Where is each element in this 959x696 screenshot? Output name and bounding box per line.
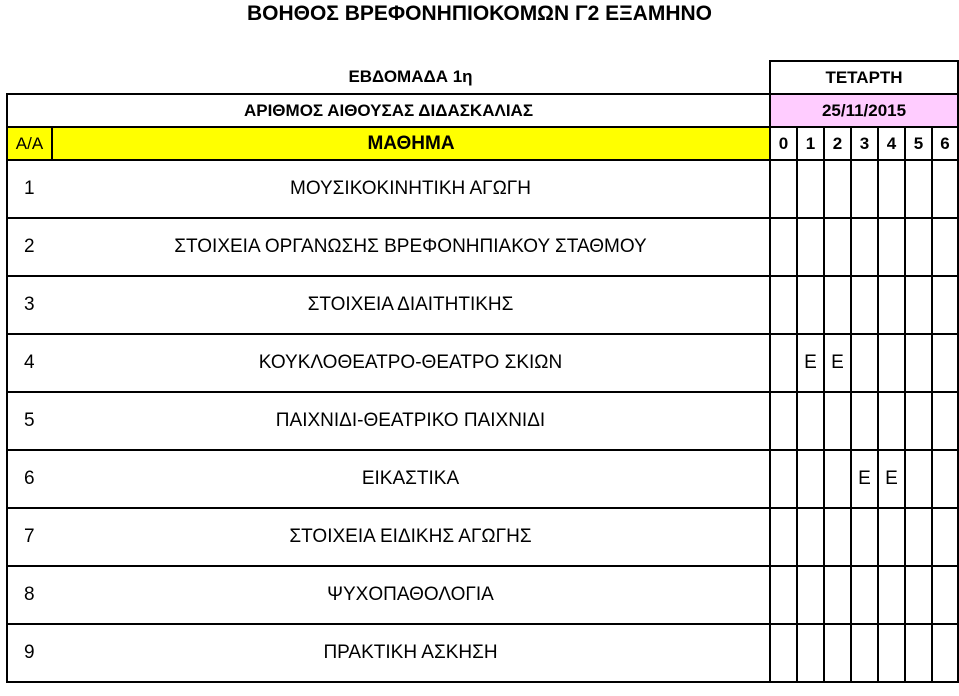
hour-slot-1 — [797, 392, 824, 450]
table-row — [7, 624, 958, 682]
hour-slot-2 — [824, 566, 851, 624]
hour-2: 2 — [824, 127, 851, 160]
hour-1: 1 — [797, 127, 824, 160]
subject-name: ΣΤΟΙΧΕΙΑ ΔΙΑΙΤΗΤΙΚΗΣ — [52, 276, 770, 334]
hour-slot-0 — [770, 276, 797, 334]
hour-slot-3 — [851, 160, 878, 218]
day-cell: ΤΕΤΑΡΤΗ — [770, 61, 958, 94]
hour-slot-3 — [851, 566, 878, 624]
hour-slot-1 — [797, 276, 824, 334]
hour-slot-6 — [932, 508, 958, 566]
hour-slot-0 — [770, 160, 797, 218]
hour-slot-2 — [824, 450, 851, 508]
room-label: ΑΡΙΘΜΟΣ ΑΙΘΟΥΣΑΣ ΔΙΔΑΣΚΑΛΙΑΣ — [7, 94, 770, 127]
hour-slot-3 — [851, 276, 878, 334]
hour-slot-6 — [932, 392, 958, 450]
hour-slot-6 — [932, 218, 958, 276]
hour-3: 3 — [851, 127, 878, 160]
hour-slot-5 — [905, 334, 932, 392]
hour-slot-3 — [851, 508, 878, 566]
hour-0: 0 — [770, 127, 797, 160]
hour-slot-1 — [797, 218, 824, 276]
hour-slot-0 — [770, 392, 797, 450]
row-number: 6 — [7, 450, 52, 508]
row-number: 2 — [7, 218, 52, 276]
hour-slot-5 — [905, 566, 932, 624]
week-label: ΕΒΔΟΜΑΔΑ 1η — [348, 67, 473, 86]
hour-slot-4 — [878, 276, 905, 334]
subject-name: ΠΑΙΧΝΙΔΙ-ΘΕΑΤΡΙΚΟ ΠΑΙΧΝΙΔΙ — [52, 392, 770, 450]
hour-slot-0 — [770, 508, 797, 566]
hour-slot-0 — [770, 334, 797, 392]
hour-slot-1 — [797, 160, 824, 218]
hour-slot-5 — [905, 218, 932, 276]
hour-slot-0 — [770, 450, 797, 508]
table-row — [7, 450, 958, 508]
hour-slot-5 — [905, 276, 932, 334]
hour-slot-0 — [770, 624, 797, 682]
hour-slot-3: Ε — [851, 450, 878, 508]
hour-slot-3 — [851, 392, 878, 450]
hour-slot-4 — [878, 218, 905, 276]
table-row — [7, 508, 958, 566]
hour-slot-4 — [878, 624, 905, 682]
hour-slot-4: Ε — [878, 450, 905, 508]
row-number: 4 — [7, 334, 52, 392]
row-number: 1 — [7, 160, 52, 218]
subject-name: ΜΟΥΣΙΚΟΚΙΝΗΤΙΚΗ ΑΓΩΓΗ — [52, 160, 770, 218]
date-cell: 25/11/2015 — [770, 94, 958, 127]
schedule-rows — [7, 160, 958, 682]
table-row — [7, 160, 958, 218]
hour-slot-1: Ε — [797, 334, 824, 392]
hour-slot-6 — [932, 160, 958, 218]
hour-4: 4 — [878, 127, 905, 160]
hour-slot-2 — [824, 276, 851, 334]
hour-slot-6 — [932, 566, 958, 624]
hour-slot-1 — [797, 450, 824, 508]
hour-slot-2 — [824, 392, 851, 450]
hour-slot-2: Ε — [824, 334, 851, 392]
hour-slot-1 — [797, 624, 824, 682]
page-title: ΒΟΗΘΟΣ ΒΡΕΦΟΝΗΠΙΟΚΟΜΩΝ Γ2 ΕΞΑΜΗΝΟ — [246, 2, 713, 25]
hour-slot-3 — [851, 624, 878, 682]
subject-name: ΣΤΟΙΧΕΙΑ ΟΡΓΑΝΩΣΗΣ ΒΡΕΦΟΝΗΠΙΑΚΟΥ ΣΤΑΘΜΟΥ — [52, 218, 770, 276]
row-number: 7 — [7, 508, 52, 566]
hour-slot-2 — [824, 508, 851, 566]
subject-name: ΣΤΟΙΧΕΙΑ ΕΙΔΙΚΗΣ ΑΓΩΓΗΣ — [52, 508, 770, 566]
hour-slot-3 — [851, 334, 878, 392]
hour-slot-5 — [905, 450, 932, 508]
hour-slot-2 — [824, 624, 851, 682]
table-row — [7, 218, 958, 276]
hour-slot-6 — [932, 450, 958, 508]
hour-slot-3 — [851, 218, 878, 276]
row-number: 8 — [7, 566, 52, 624]
hour-slot-5 — [905, 624, 932, 682]
subject-header: ΜΑΘΗΜΑ — [52, 127, 770, 160]
table-row — [7, 276, 958, 334]
schedule-table — [6, 60, 959, 683]
hour-slot-5 — [905, 392, 932, 450]
hour-slot-0 — [770, 218, 797, 276]
hour-slot-2 — [824, 218, 851, 276]
row-number: 5 — [7, 392, 52, 450]
hour-slot-4 — [878, 566, 905, 624]
subject-name: ΕΙΚΑΣΤΙΚΑ — [52, 450, 770, 508]
table-row — [7, 392, 958, 450]
row-number: 3 — [7, 276, 52, 334]
hour-slot-4 — [878, 334, 905, 392]
subject-name: ΚΟΥΚΛΟΘΕΑΤΡΟ-ΘΕΑΤΡΟ ΣΚΙΩΝ — [52, 334, 770, 392]
hour-slot-1 — [797, 508, 824, 566]
hour-slot-5 — [905, 508, 932, 566]
hour-5: 5 — [905, 127, 932, 160]
hour-slot-6 — [932, 624, 958, 682]
hour-slot-4 — [878, 508, 905, 566]
hour-slot-5 — [905, 160, 932, 218]
subject-name: ΠΡΑΚΤΙΚΗ ΑΣΚΗΣΗ — [52, 624, 770, 682]
hour-slot-6 — [932, 334, 958, 392]
hour-slot-0 — [770, 566, 797, 624]
table-row — [7, 334, 958, 392]
subject-name: ΨΥΧΟΠΑΘΟΛΟΓΙΑ — [52, 566, 770, 624]
hour-6: 6 — [932, 127, 958, 160]
row-number: 9 — [7, 624, 52, 682]
table-row — [7, 566, 958, 624]
hour-slot-6 — [932, 276, 958, 334]
hour-slot-1 — [797, 566, 824, 624]
hour-slot-2 — [824, 160, 851, 218]
aa-header: Α/Α — [7, 127, 52, 160]
hour-slot-4 — [878, 160, 905, 218]
hour-slot-4 — [878, 392, 905, 450]
